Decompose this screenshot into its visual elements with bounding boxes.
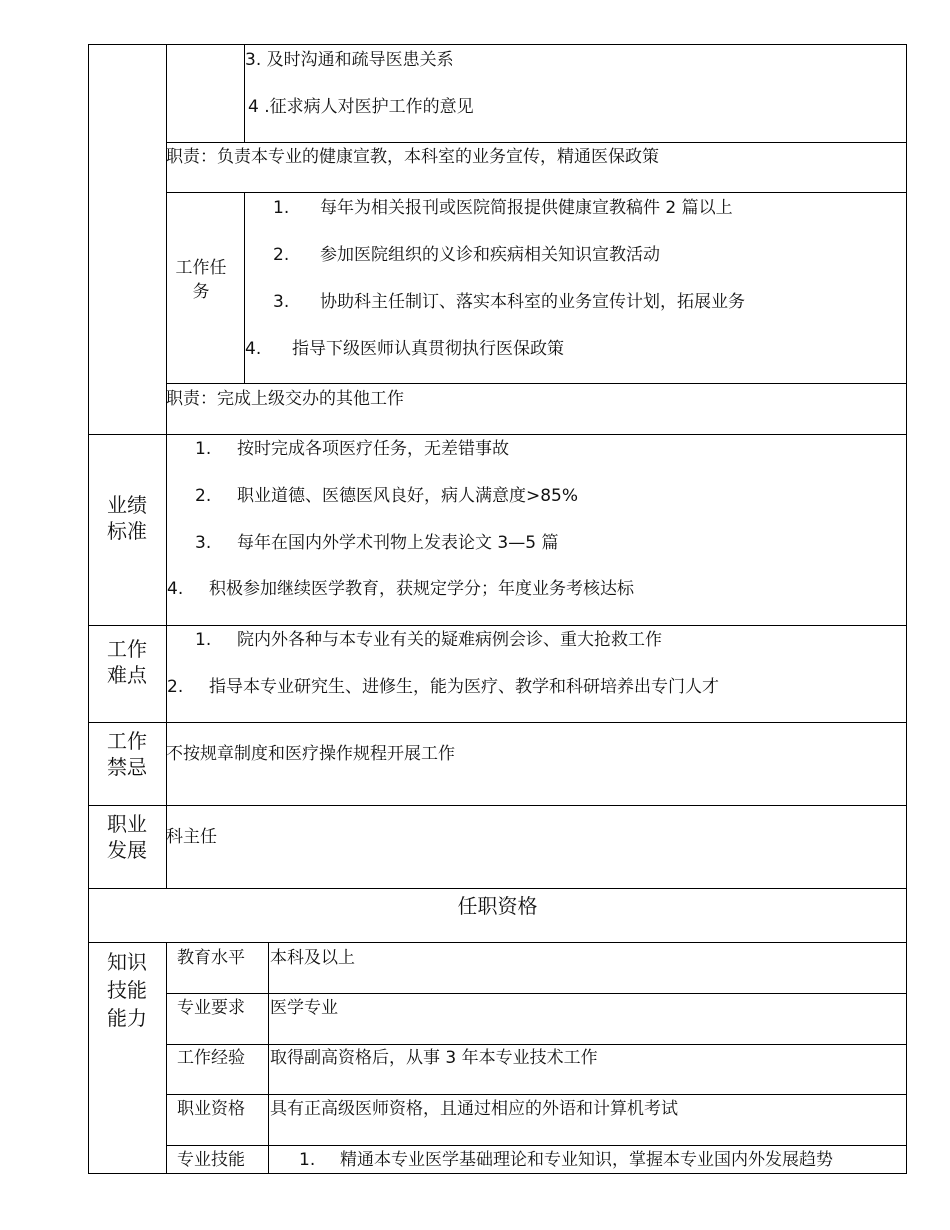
task-number: 1. (273, 198, 290, 218)
label-column-divider (166, 943, 167, 1173)
row-divider (88, 888, 907, 889)
duty-item-3: 3. 及时沟通和疏导医患关系 (245, 50, 454, 70)
qual-row-divider (166, 1094, 907, 1095)
task-item: 协助科主任制订、落实本科室的业务宣传计划，拓展业务 (320, 292, 745, 312)
task-number: 2. (273, 245, 290, 265)
difficulty-number: 1. (195, 630, 212, 650)
qual-row-divider (166, 1044, 907, 1045)
qual-number: 1. (299, 1150, 316, 1170)
qual-value: 取得副高资格后，从事 3 年本专业技术工作 (270, 1048, 598, 1068)
difficulty-label: 工作难点 (107, 637, 147, 687)
difficulty-number: 2. (167, 677, 184, 697)
qual-key: 职业资格 (177, 1099, 245, 1119)
performance-number: 4. (167, 579, 184, 599)
row-divider (166, 192, 907, 193)
task-item: 参加医院组织的义诊和疾病相关知识宣教活动 (320, 245, 660, 265)
duty-other: 职责：完成上级交办的其他工作 (166, 389, 404, 409)
qual-value: 具有正高级医师资格，且通过相应的外语和计算机考试 (270, 1099, 678, 1119)
performance-number: 1. (195, 439, 212, 459)
qual-key: 专业技能 (177, 1150, 245, 1170)
task-item: 指导下级医师认真贯彻执行医保政策 (292, 339, 564, 359)
tasks-label: 工作任务 (175, 258, 227, 302)
qual-key: 工作经验 (177, 1048, 245, 1068)
career-label: 职业发展 (107, 812, 147, 862)
table-border-right (906, 44, 907, 1174)
qual-row-divider (166, 1145, 907, 1146)
table-border-bottom (88, 1173, 907, 1174)
table-border-left (88, 44, 89, 1174)
performance-item: 职业道德、医德医风良好，病人满意度>85% (237, 486, 579, 506)
row-divider (88, 805, 907, 806)
row-divider (88, 625, 907, 626)
taboo-label: 工作禁忌 (107, 729, 147, 779)
qual-value: 医学专业 (270, 998, 338, 1018)
qual-row-divider (166, 993, 907, 994)
taboo-text: 不按规章制度和医疗操作规程开展工作 (166, 744, 455, 764)
qual-key-divider (268, 943, 269, 1173)
duty-item-4: 4 .征求病人对医护工作的意见 (248, 97, 474, 117)
career-text: 科主任 (166, 827, 217, 847)
performance-label: 业绩标准 (107, 493, 147, 543)
row-divider (88, 722, 907, 723)
row-divider (88, 942, 907, 943)
row-divider (166, 142, 907, 143)
duty-health-education: 职责：负责本专业的健康宣教，本科室的业务宣传，精通医保政策 (166, 147, 659, 167)
knowledge-skill-label: 知识技能能力 (107, 950, 147, 1030)
table-border-top (88, 44, 907, 45)
row-divider (166, 383, 907, 384)
task-item: 每年为相关报刊或医院简报提供健康宣教稿件 2 篇以上 (320, 198, 733, 218)
qual-key: 教育水平 (177, 948, 245, 968)
row-divider (88, 434, 907, 435)
qual-value: 精通本专业医学基础理论和专业知识，掌握本专业国内外发展趋势 (340, 1150, 833, 1170)
difficulty-item: 指导本专业研究生、进修生，能为医疗、教学和科研培养出专门人才 (209, 677, 719, 697)
performance-number: 3. (195, 533, 212, 553)
performance-item: 每年在国内外学术刊物上发表论文 3—5 篇 (237, 533, 559, 553)
qualifications-header: 任职资格 (457, 894, 538, 918)
task-number: 3. (273, 292, 290, 312)
task-number: 4. (245, 339, 262, 359)
difficulty-item: 院内外各种与本专业有关的疑难病例会诊、重大抢救工作 (237, 630, 662, 650)
qual-value: 本科及以上 (270, 948, 355, 968)
performance-number: 2. (195, 486, 212, 506)
qual-key: 专业要求 (177, 998, 245, 1018)
performance-item: 积极参加继续医学教育，获规定学分；年度业务考核达标 (209, 579, 634, 599)
performance-item: 按时完成各项医疗任务，无差错事故 (237, 439, 509, 459)
